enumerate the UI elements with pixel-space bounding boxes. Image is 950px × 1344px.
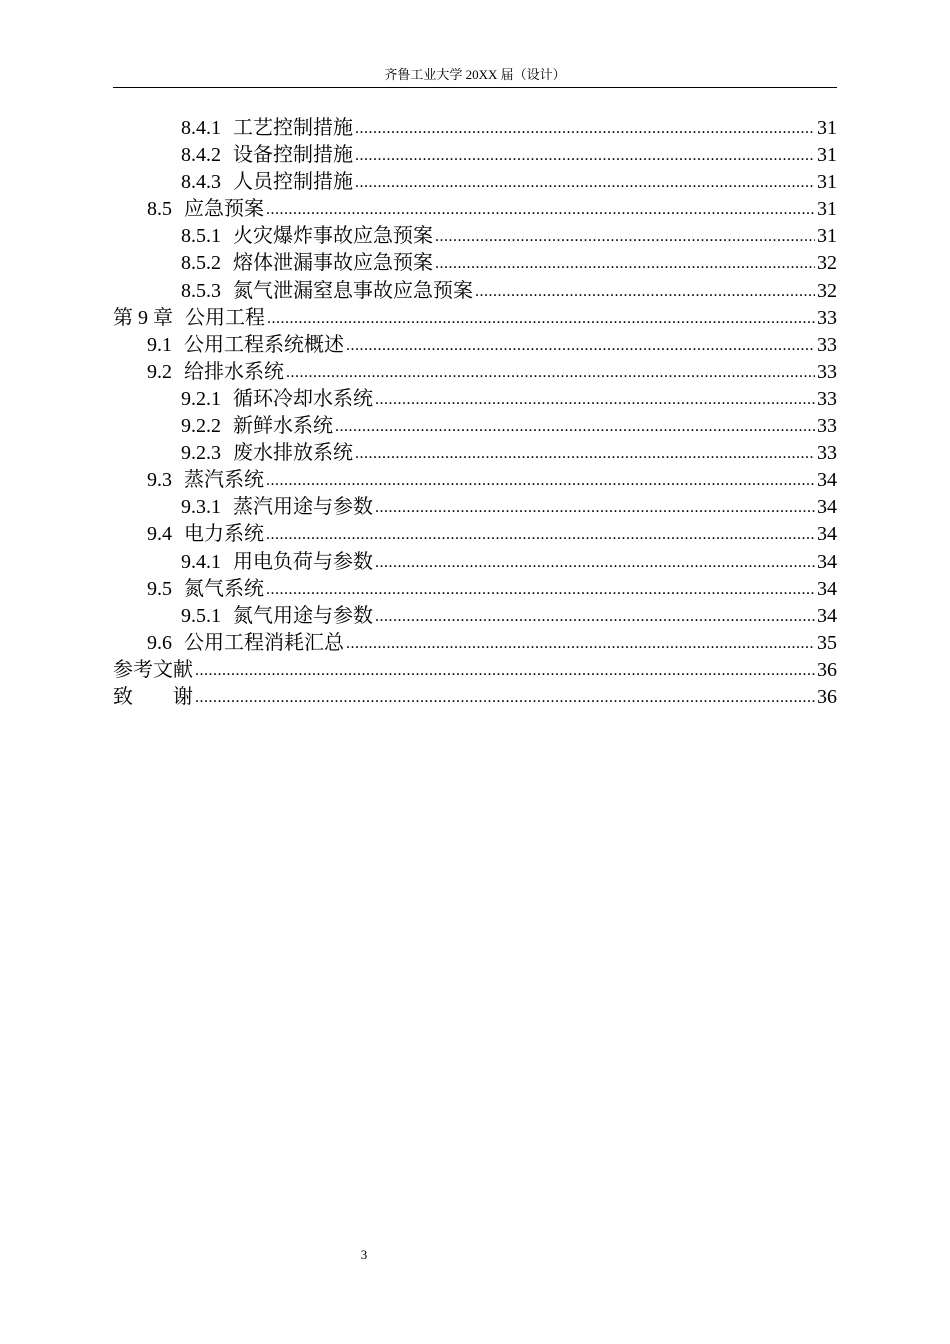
toc-leader-dots bbox=[266, 576, 815, 603]
toc-entry[interactable] bbox=[113, 439, 837, 466]
toc-number: 9.4.1 bbox=[181, 550, 221, 573]
toc-number: 8.4.2 bbox=[181, 144, 221, 167]
toc-number: 8.5.1 bbox=[181, 225, 221, 248]
toc-page-number: 34 bbox=[817, 496, 837, 519]
toc-page-number: 33 bbox=[817, 415, 837, 438]
toc-page-number: 31 bbox=[817, 198, 837, 221]
toc-entry[interactable] bbox=[113, 412, 837, 439]
toc-entry[interactable] bbox=[113, 141, 837, 168]
toc-page-number: 33 bbox=[817, 360, 837, 383]
toc-title: 熔体泄漏事故应急预案 bbox=[233, 250, 433, 275]
toc-page-number: 36 bbox=[817, 658, 837, 681]
toc-number: 8.4.3 bbox=[181, 171, 221, 194]
toc-leader-dots bbox=[375, 603, 815, 630]
toc-title: 给排水系统 bbox=[184, 358, 284, 383]
toc-leader-dots bbox=[346, 630, 815, 657]
toc-entry-acknowledgements[interactable] bbox=[113, 683, 837, 710]
toc-page-number: 34 bbox=[817, 469, 837, 492]
toc-page-number: 31 bbox=[817, 117, 837, 139]
page-number-text: 3 bbox=[360, 1247, 368, 1262]
page-header bbox=[113, 62, 837, 88]
toc-number: 9.2.3 bbox=[181, 442, 221, 465]
toc-title: 蒸汽系统 bbox=[184, 467, 264, 492]
header-title: 齐鲁工业大学 20XX 届（设计） bbox=[384, 67, 566, 82]
toc-entry[interactable] bbox=[113, 493, 837, 520]
toc-number: 9.3.1 bbox=[181, 496, 221, 519]
toc-entry[interactable] bbox=[113, 168, 837, 195]
toc-leader-dots bbox=[355, 440, 815, 467]
toc-title: 工艺控制措施 bbox=[233, 115, 353, 139]
toc-page-number: 34 bbox=[817, 604, 837, 627]
toc-entry-chapter[interactable] bbox=[113, 304, 837, 331]
toc-number: 9.2 bbox=[147, 360, 172, 383]
toc-title: 氮气泄漏窒息事故应急预案 bbox=[233, 277, 473, 302]
toc-leader-dots bbox=[266, 467, 815, 494]
toc-page-number: 34 bbox=[817, 577, 837, 600]
toc-number: 9.2.2 bbox=[181, 415, 221, 438]
toc-title: 蒸汽用途与参数 bbox=[233, 494, 373, 519]
toc-page-number: 32 bbox=[817, 279, 837, 302]
toc-title: 用电负荷与参数 bbox=[233, 548, 373, 573]
toc-number: 第 9 章 bbox=[113, 306, 173, 329]
toc-entry[interactable] bbox=[113, 277, 837, 304]
toc-leader-dots bbox=[375, 549, 815, 576]
toc-leader-dots bbox=[355, 115, 815, 142]
toc-title: 氮气系统 bbox=[184, 575, 264, 600]
toc-title: 火灾爆炸事故应急预案 bbox=[233, 223, 433, 248]
toc-page-number: 35 bbox=[817, 631, 837, 654]
toc-leader-dots bbox=[375, 494, 815, 521]
toc-entry[interactable] bbox=[113, 548, 837, 575]
toc-leader-dots bbox=[286, 359, 815, 386]
toc-entry[interactable] bbox=[113, 385, 837, 412]
toc-leader-dots bbox=[375, 386, 815, 413]
toc-entry[interactable] bbox=[113, 249, 837, 276]
toc-title: 公用工程系统概述 bbox=[184, 331, 344, 356]
toc-number: 9.4 bbox=[147, 523, 172, 546]
toc-entry[interactable] bbox=[113, 358, 837, 385]
toc-title: 公用工程消耗汇总 bbox=[184, 629, 344, 654]
toc-page-number: 33 bbox=[817, 333, 837, 356]
toc-title: 新鲜水系统 bbox=[233, 413, 333, 438]
toc-number: 8.4.1 bbox=[181, 117, 221, 139]
toc-page-number: 34 bbox=[817, 523, 837, 546]
toc-entry[interactable] bbox=[113, 331, 837, 358]
toc-entry[interactable] bbox=[113, 575, 837, 602]
toc-leader-dots bbox=[267, 305, 815, 332]
toc-page-number: 34 bbox=[817, 550, 837, 573]
toc-entry[interactable] bbox=[113, 466, 837, 493]
toc-number: 8.5.2 bbox=[181, 252, 221, 275]
toc-entry-references[interactable] bbox=[113, 656, 837, 683]
toc-leader-dots bbox=[266, 521, 815, 548]
toc-title: 循环冷却水系统 bbox=[233, 385, 373, 410]
toc-page-number: 33 bbox=[817, 306, 837, 329]
toc-page-number: 33 bbox=[817, 387, 837, 410]
toc-leader-dots bbox=[355, 142, 815, 169]
table-of-contents bbox=[113, 114, 837, 710]
toc-entry[interactable] bbox=[113, 195, 837, 222]
page-number bbox=[0, 1246, 728, 1264]
toc-number: 8.5.3 bbox=[181, 279, 221, 302]
toc-leader-dots bbox=[435, 223, 815, 250]
toc-number: 9.3 bbox=[147, 469, 172, 492]
toc-leader-dots bbox=[355, 169, 815, 196]
toc-title: 氮气用途与参数 bbox=[233, 602, 373, 627]
toc-leader-dots bbox=[266, 196, 815, 223]
toc-title: 参考文献 bbox=[113, 656, 193, 681]
toc-entry[interactable] bbox=[113, 602, 837, 629]
toc-leader-dots bbox=[335, 413, 815, 440]
toc-title: 设备控制措施 bbox=[233, 142, 353, 167]
toc-page-number: 32 bbox=[817, 252, 837, 275]
toc-page-number: 31 bbox=[817, 225, 837, 248]
toc-entry[interactable] bbox=[113, 222, 837, 249]
toc-entry[interactable] bbox=[113, 114, 837, 141]
toc-number: 9.5 bbox=[147, 577, 172, 600]
toc-title: 公用工程 bbox=[185, 304, 265, 329]
toc-number: 8.5 bbox=[147, 198, 172, 221]
toc-leader-dots bbox=[195, 684, 815, 711]
toc-leader-dots bbox=[195, 657, 815, 684]
toc-title: 电力系统 bbox=[184, 521, 264, 546]
toc-page-number: 33 bbox=[817, 442, 837, 465]
toc-number: 9.5.1 bbox=[181, 604, 221, 627]
toc-entry[interactable] bbox=[113, 520, 837, 547]
toc-title: 人员控制措施 bbox=[233, 169, 353, 194]
toc-page-number: 36 bbox=[817, 685, 837, 708]
toc-page-number: 31 bbox=[817, 144, 837, 167]
toc-title: 废水排放系统 bbox=[233, 440, 353, 465]
toc-number: 9.2.1 bbox=[181, 387, 221, 410]
toc-leader-dots bbox=[475, 278, 815, 305]
toc-leader-dots bbox=[346, 332, 815, 359]
toc-title: 应急预案 bbox=[184, 196, 264, 221]
toc-number: 9.1 bbox=[147, 333, 172, 356]
toc-leader-dots bbox=[435, 250, 815, 277]
toc-page-number: 31 bbox=[817, 171, 837, 194]
toc-number: 9.6 bbox=[147, 631, 172, 654]
toc-entry[interactable] bbox=[113, 629, 837, 656]
toc-title: 致 谢 bbox=[113, 683, 193, 708]
